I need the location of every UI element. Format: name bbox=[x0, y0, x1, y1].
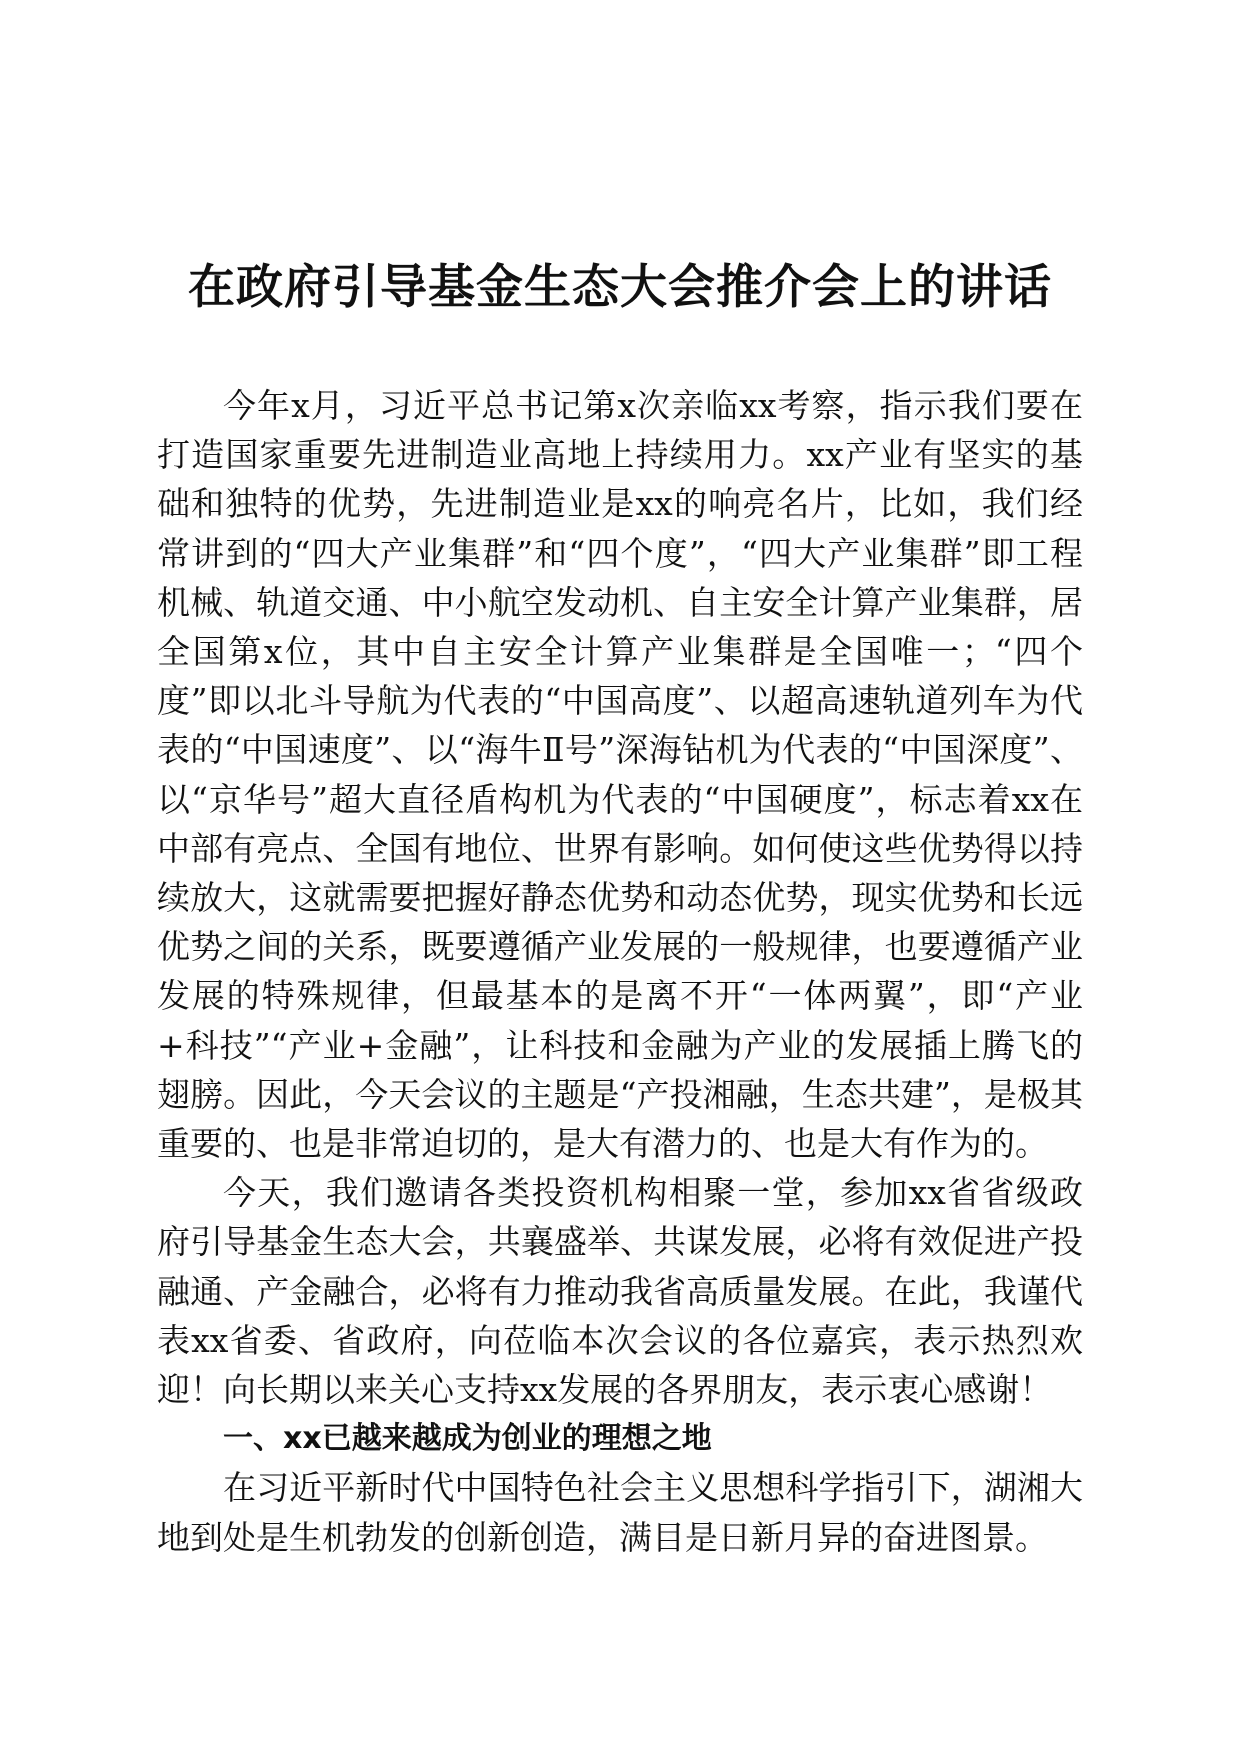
section-heading: 一、xx已越来越成为创业的理想之地 bbox=[223, 1421, 712, 1457]
paragraph-2: 今天，我们邀请各类投资机构相聚一堂，参加xx省省级政府引导基金生态大会，共襄盛举、共谋发展，必将有效促进产投融通、产金融合，必将有力推动我省高质量发展。在此，我谨代表xx省委、省政府，向莅临本次会议的各位嘉宾，表示热烈欢迎！向长期以来关心支持xx发展的各界朋友，表示衷心感谢！ bbox=[157, 1173, 1083, 1410]
section-paragraph: 在习近平新时代中国特色社会主义思想科学指引下，湖湘大地到处是生机勃发的创新创造，满目是日新月异的奋进图景。 bbox=[157, 1468, 1083, 1557]
paragraph-1: 今年x月，习近平总书记第x次亲临xx考察，指示我们要在打造国家重要先进制造业高地上持续用力。xx产业有坚实的基础和独特的优势，先进制造业是xx的响亮名片，比如，我们经常讲到的“四大产业集群”和“四个度”，“四大产业集群”即工程机械、轨道交通、中小航空发动机、自主安全计算产业集群，居全国第x位，其中自主安全计算产业集群是全国唯一；“四个度”即以北斗导航为代表的“中国高度”、以超高速轨道列车为代表的“中国速度”、以“海牛Ⅱ号”深海钻机为代表的“中国深度”、以“京华号”超大直径盾构机为代表的“中国硬度”，标志着xx在中部有亮点、全国有地位、世界有影响。如何使这些优势得以持续放大，这就需要把握好静态优势和动态优势，现实优势和长远优势之间的关系，既要遵循产业发展的一般规律，也要遵循产业发展的特殊规律，但最基本的是离不开“一体两翼”，即“产业+科技”“产业+金融”，让科技和金融为产业的发展插上腾飞的翅膀。因此，今天会议的主题是“产投湘融，生态共建”，是极其重要的、也是非常迫切的，是大有潜力的、也是大有作为的。 bbox=[157, 386, 1083, 1164]
document-body bbox=[157, 381, 1083, 1562]
document-title: 在政府引导基金生态大会推介会上的讲话 bbox=[188, 260, 1052, 315]
